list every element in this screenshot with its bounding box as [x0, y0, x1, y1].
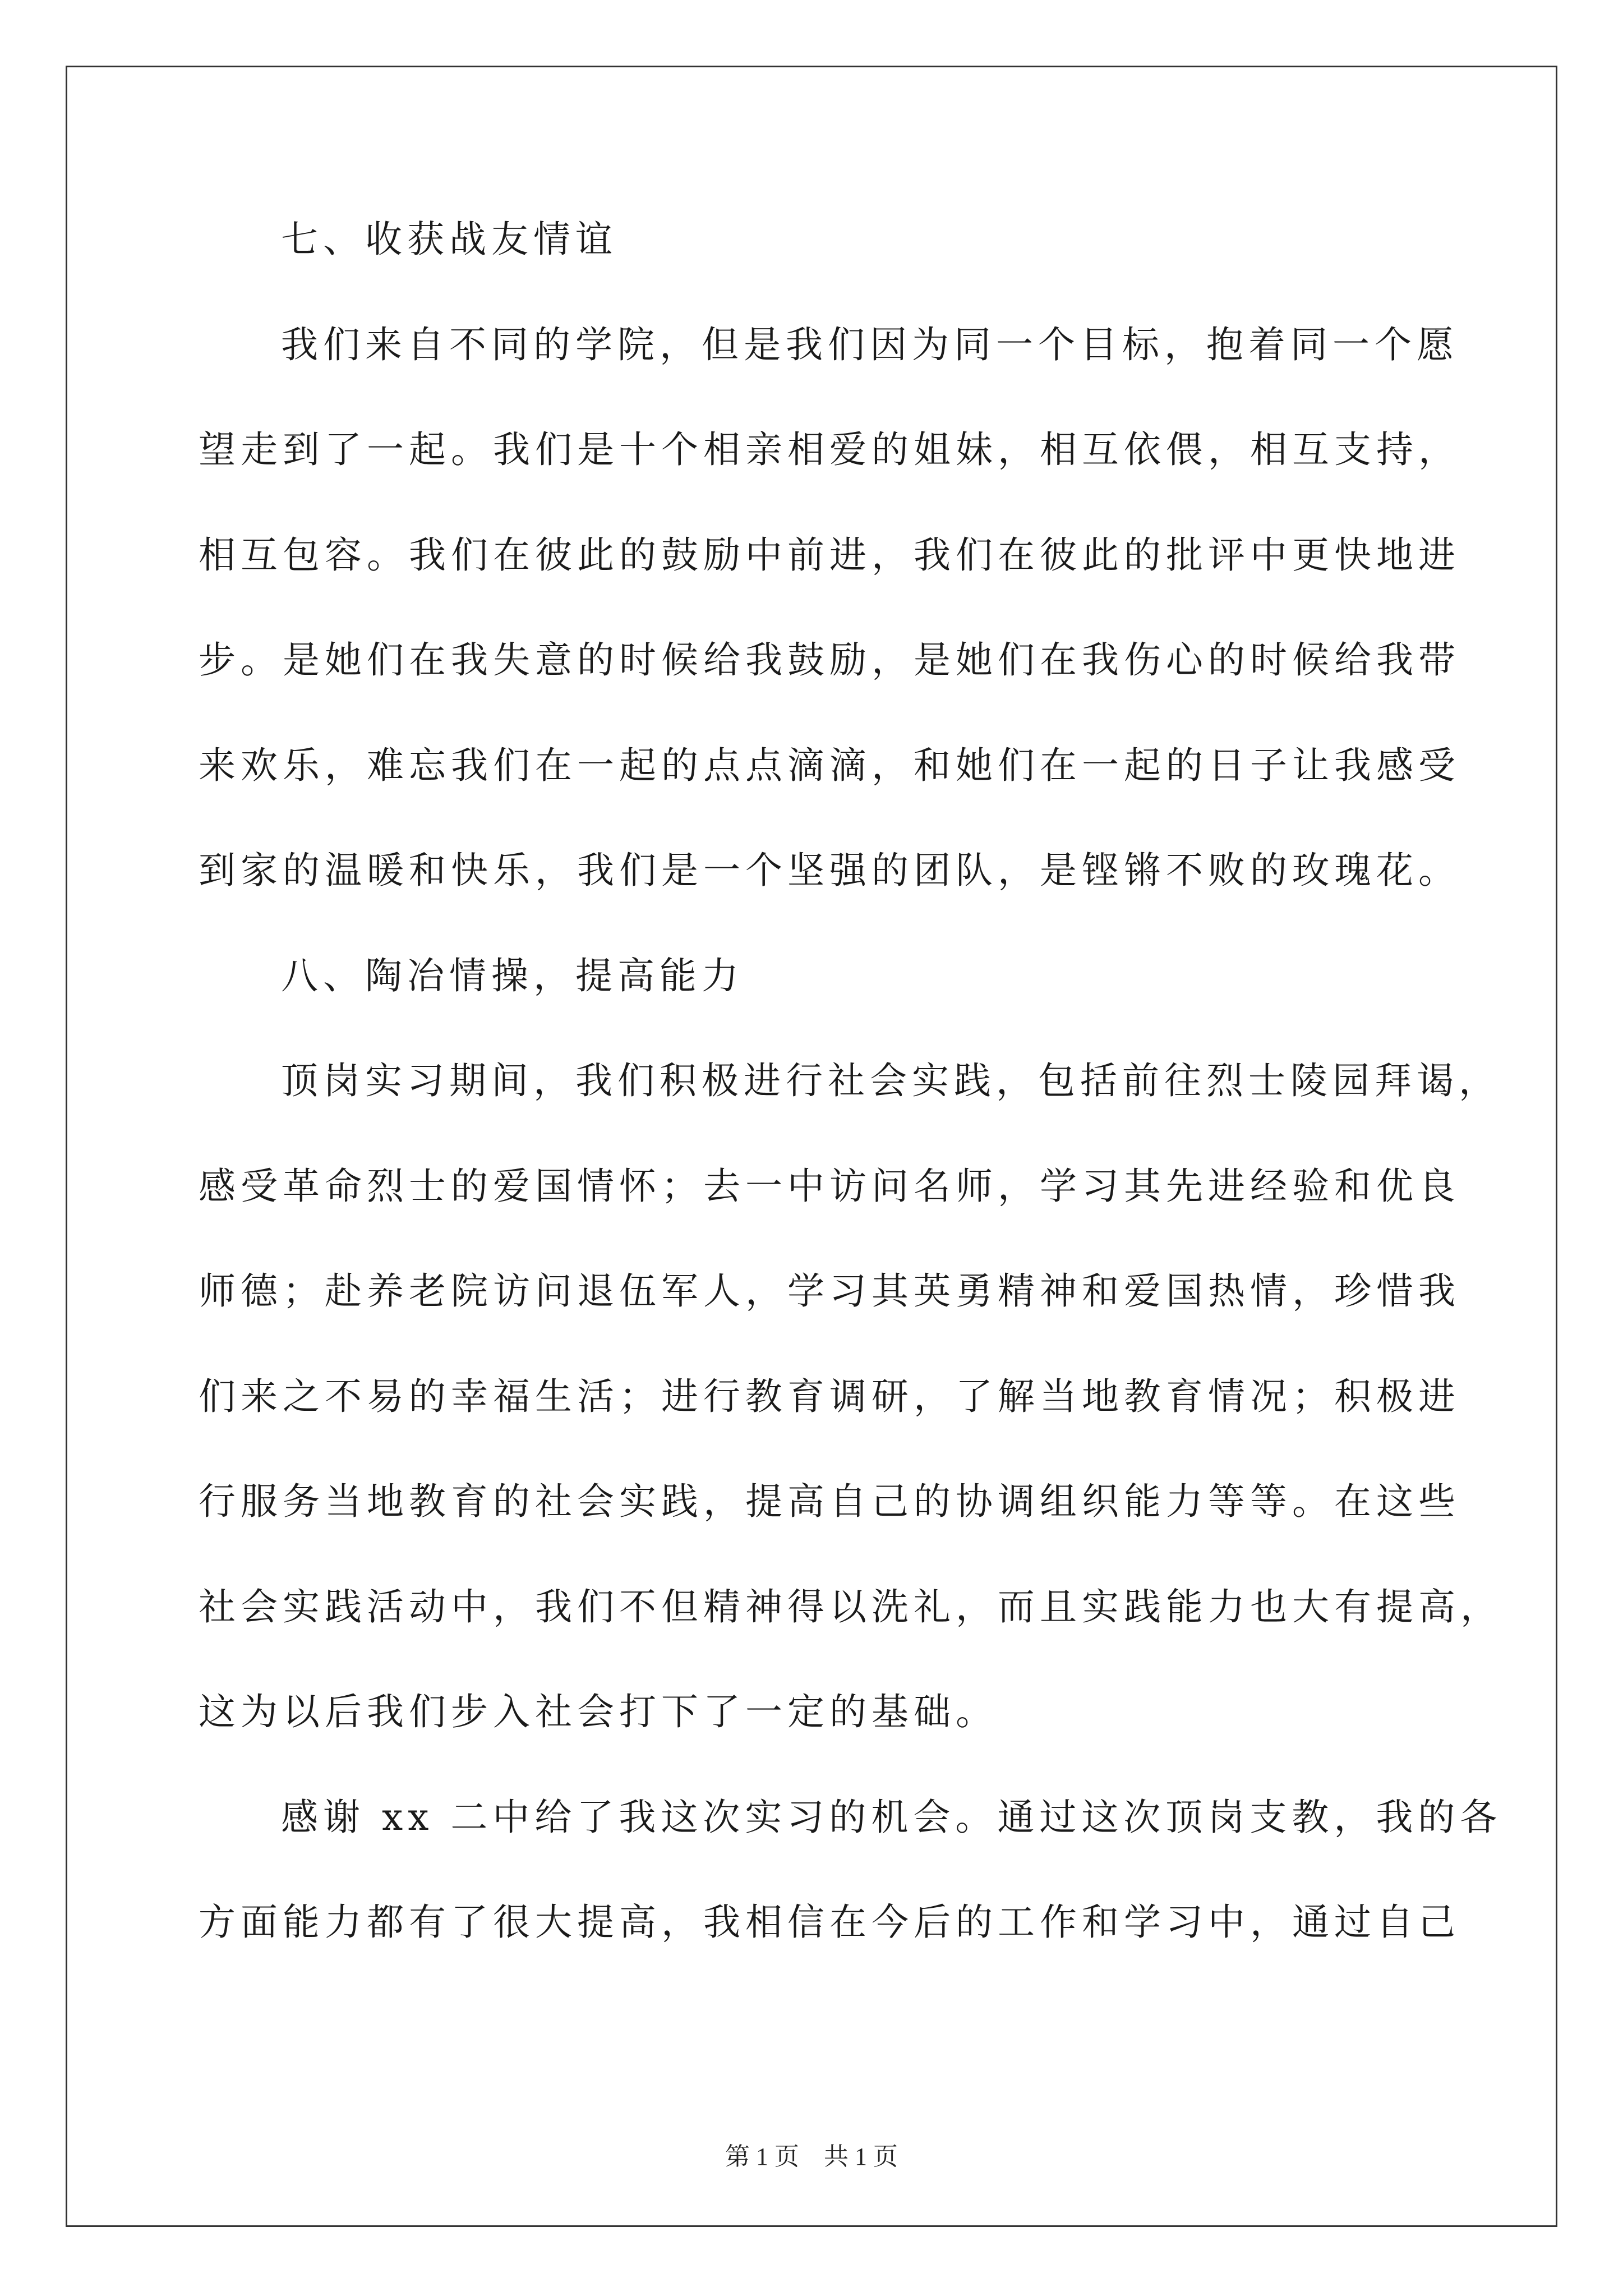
paragraph-line: 们来之不易的幸福生活；进行教育调研，了解当地教育情况；积极进	[199, 1374, 1460, 1418]
page-footer	[0, 2136, 1623, 2172]
paragraph-line: 顶岗实习期间，我们积极进行社会实践，包括前往烈士陵园拜谒，	[281, 1059, 1501, 1102]
section-heading-8: 八、陶冶情操，提高能力	[281, 954, 744, 997]
paragraph-line: 步。是她们在我失意的时候给我鼓励，是她们在我伤心的时候给我带	[199, 638, 1460, 682]
section-heading-7: 七、收获战友情谊	[281, 218, 617, 261]
paragraph-line: 这为以后我们步入社会打下了一定的基础。	[199, 1690, 998, 1733]
page-number-current: 第 1 页	[725, 2143, 799, 2170]
paragraph-line: 社会实践活动中，我们不但精神得以洗礼，而且实践能力也大有提高，	[199, 1585, 1502, 1628]
paragraph-line: 方面能力都有了很大提高，我相信在今后的工作和学习中，通过自己	[199, 1901, 1460, 1944]
paragraph-line: 望走到了一起。我们是十个相亲相爱的姐妹，相互依偎，相互支持，	[199, 428, 1460, 471]
paragraph-line: 感受革命烈士的爱国情怀；去一中访问名师，学习其先进经验和优良	[199, 1164, 1460, 1208]
page-number-total: 共 1 页	[824, 2143, 898, 2170]
paragraph-line: 行服务当地教育的社会实践，提高自己的协调组织能力等等。在这些	[199, 1480, 1460, 1523]
paragraph-line: 来欢乐，难忘我们在一起的点点滴滴，和她们在一起的日子让我感受	[199, 743, 1460, 787]
paragraph-line: 相互包容。我们在彼此的鼓励中前进，我们在彼此的批评中更快地进	[199, 533, 1460, 577]
paragraph-line: 到家的温暖和快乐，我们是一个坚强的团队，是铿锵不败的玫瑰花。	[199, 849, 1460, 892]
document-body	[199, 209, 1502, 1997]
paragraph-line: 感谢 xx 二中给了我这次实习的机会。通过这次顶岗支教，我的各	[281, 1795, 1502, 1839]
paragraph-line: 师德；赴养老院访问退伍军人，学习其英勇精神和爱国热情，珍惜我	[199, 1269, 1460, 1313]
paragraph-line: 我们来自不同的学院，但是我们因为同一个目标，抱着同一个愿	[281, 323, 1459, 366]
